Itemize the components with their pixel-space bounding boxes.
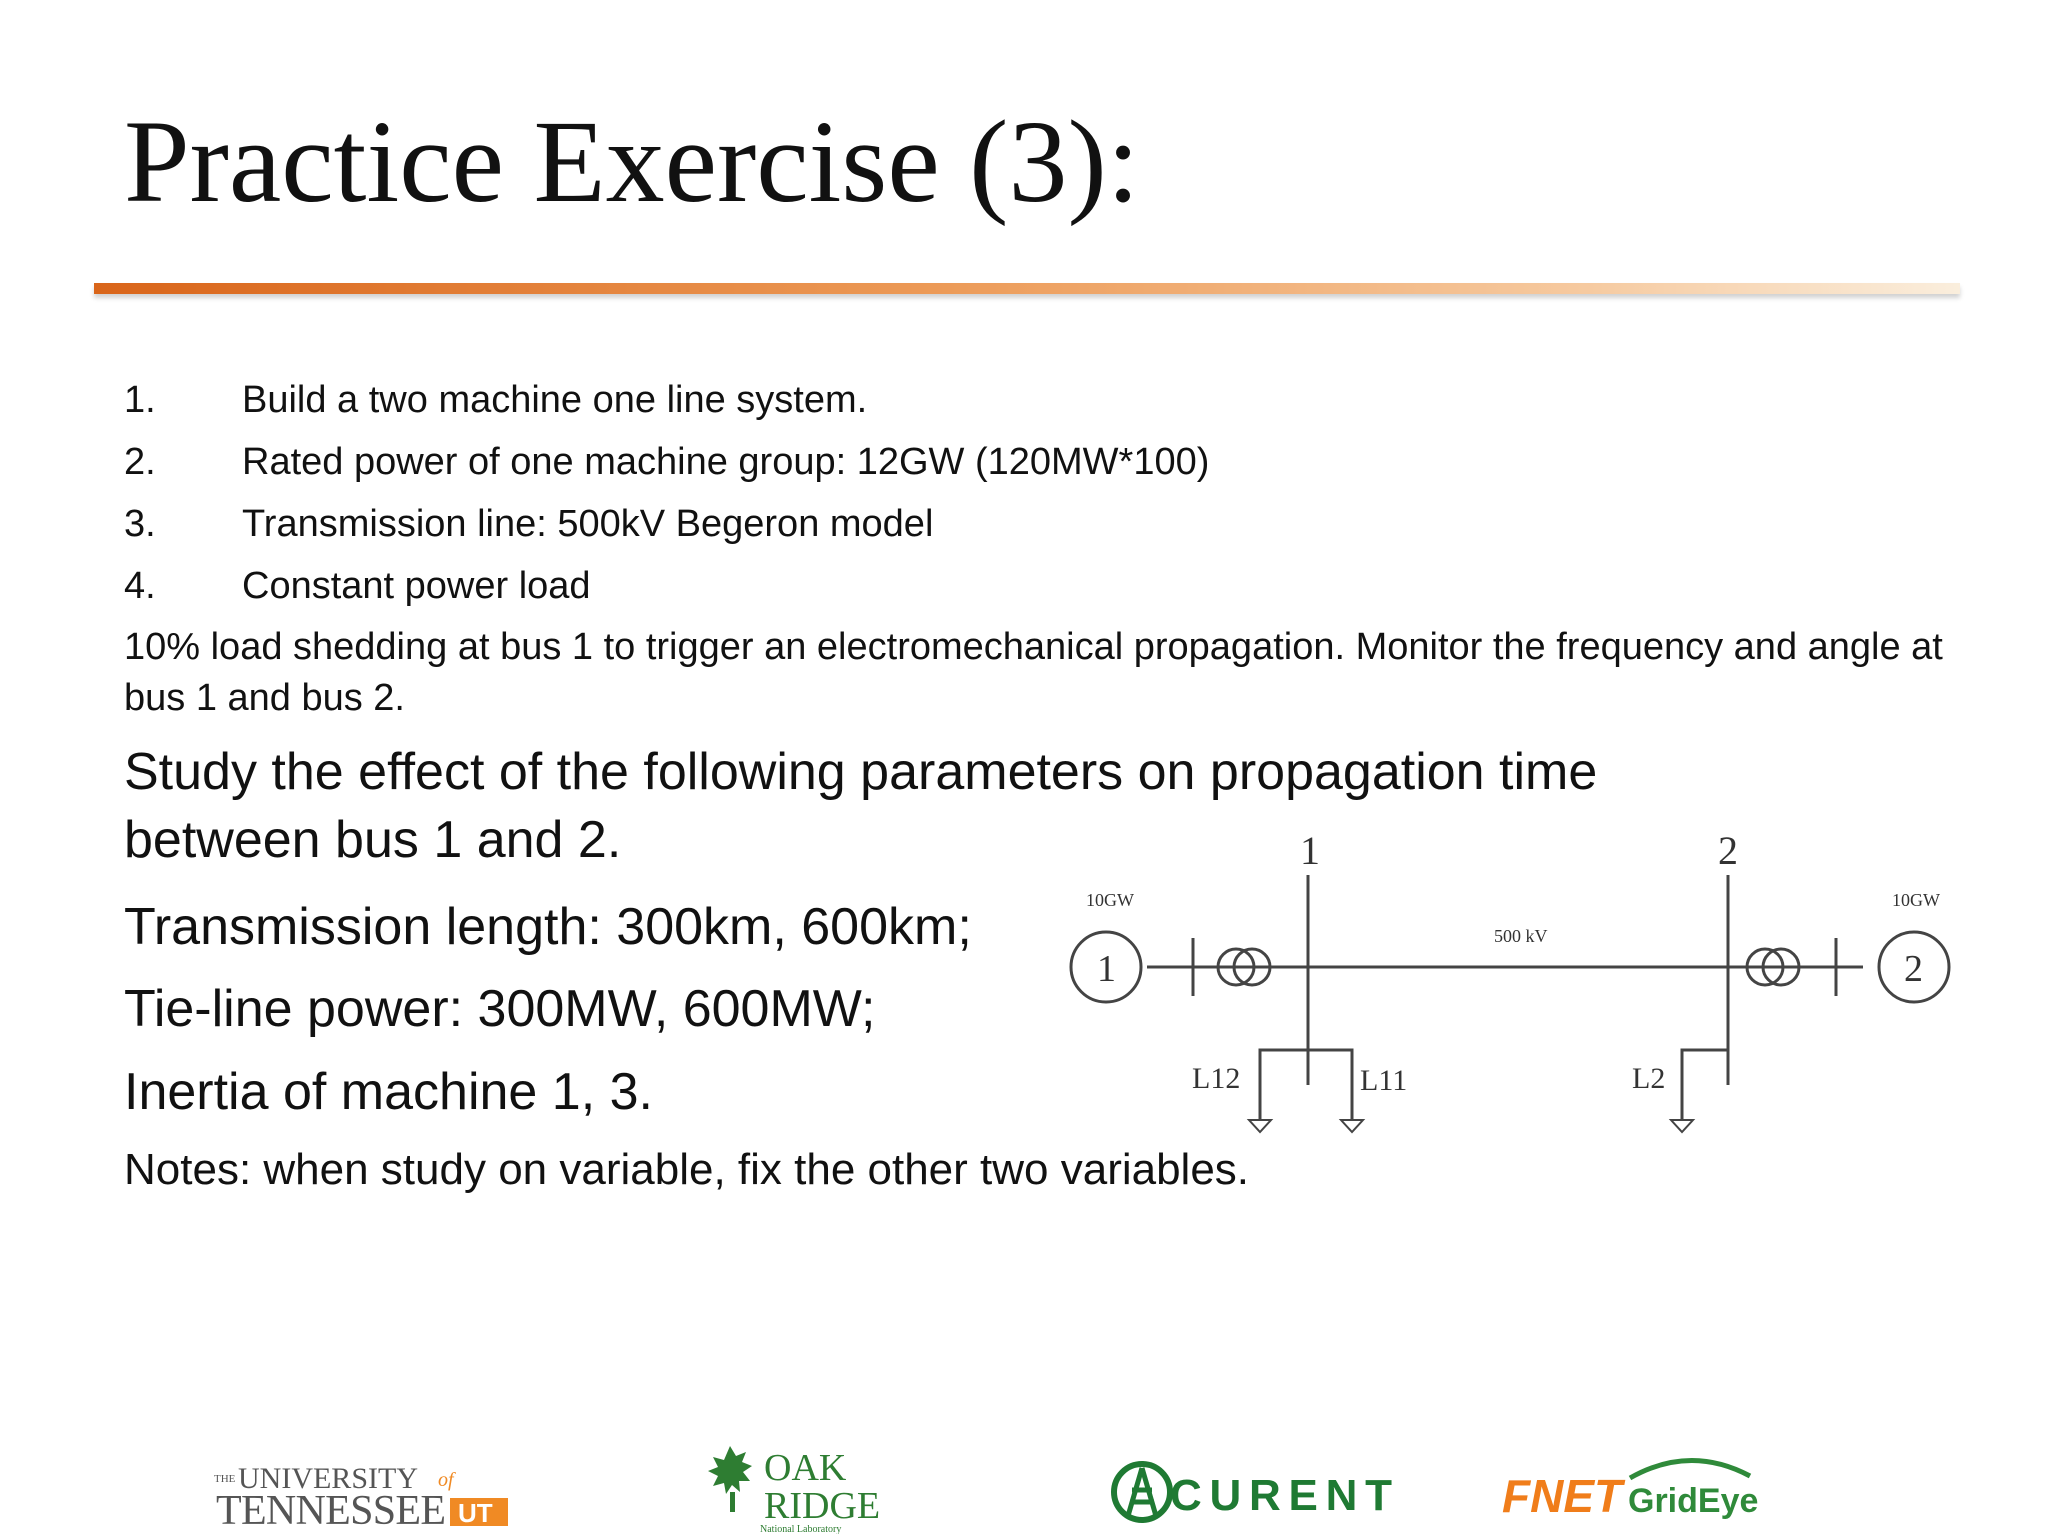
- curent-logo: [1108, 1450, 1398, 1530]
- study-heading-line2: between bus 1 and 2.: [124, 811, 622, 869]
- svg-text:OAK: OAK: [764, 1447, 847, 1489]
- load-l2-arrow-icon: [1671, 1120, 1693, 1132]
- generator-2-label: 2: [1904, 948, 1923, 990]
- university-of-tennessee-logo: [212, 1460, 512, 1530]
- svg-text:UT: UT: [458, 1498, 493, 1528]
- load-l11-arrow-icon: [1341, 1120, 1363, 1132]
- generator-1-label: 1: [1097, 948, 1116, 990]
- list-item-number: 4.: [124, 565, 156, 607]
- bus-2-label: 2: [1718, 828, 1738, 873]
- two-machine-system-diagram: [1060, 820, 1960, 1140]
- svg-text:FNET: FNET: [1502, 1470, 1623, 1522]
- generator-2-rating: 10GW: [1892, 890, 1940, 910]
- load-l12-arrow-icon: [1249, 1120, 1271, 1132]
- param-transmission-length: Transmission length: 300km, 600km;: [124, 898, 972, 956]
- slide-title: Practice Exercise (3):: [124, 96, 1140, 227]
- svg-text:National Laboratory: National Laboratory: [760, 1524, 842, 1534]
- load-l11-branch: [1308, 1050, 1352, 1120]
- load-l12-label: L12: [1192, 1062, 1241, 1095]
- load-l12-branch: [1260, 1050, 1308, 1120]
- svg-text:THE: THE: [214, 1473, 236, 1485]
- load-l2-label: L2: [1632, 1062, 1666, 1095]
- svg-text:of: of: [438, 1469, 454, 1491]
- list-item-text: Build a two machine one line system.: [242, 379, 868, 421]
- line-voltage-label: 500 kV: [1494, 926, 1548, 946]
- param-tie-line-power: Tie-line power: 300MW, 600MW;: [124, 980, 876, 1038]
- svg-text:TENNESSEE: TENNESSEE: [216, 1488, 446, 1530]
- param-inertia: Inertia of machine 1, 3.: [124, 1063, 653, 1121]
- notes-text: Notes: when study on variable, fix the other two variables.: [124, 1145, 1250, 1194]
- list-item-number: 3.: [124, 503, 156, 545]
- list-item-number: 1.: [124, 379, 156, 421]
- load-l2-branch: [1682, 1050, 1728, 1120]
- svg-text:CURENT: CURENT: [1170, 1471, 1392, 1520]
- load-l11-label: L11: [1360, 1064, 1408, 1097]
- svg-text:UNIVERSITY: UNIVERSITY: [238, 1462, 418, 1495]
- svg-text:RIDGE: RIDGE: [764, 1485, 881, 1527]
- oak-ridge-national-laboratory-logo: [700, 1438, 920, 1534]
- load-shedding-paragraph: 10% load shedding at bus 1 to trigger an electromechanical propagation. Monitor the frequency and angle at bus 1 and bus 2.: [124, 626, 1943, 719]
- bus-1-label: 1: [1300, 828, 1320, 873]
- list-item-text: Constant power load: [242, 565, 591, 607]
- study-heading-line1: Study the effect of the following parameters on propagation time: [124, 743, 1598, 801]
- fnet-grideye-logo: [1500, 1450, 1770, 1530]
- list-item-number: 2.: [124, 441, 156, 483]
- generator-1-rating: 10GW: [1086, 890, 1134, 910]
- svg-text:GridEye: GridEye: [1628, 1482, 1759, 1520]
- list-item-text: Transmission line: 500kV Begeron model: [242, 503, 934, 545]
- title-divider: [94, 283, 1960, 294]
- list-item-text: Rated power of one machine group: 12GW (120MW*100): [242, 441, 1210, 483]
